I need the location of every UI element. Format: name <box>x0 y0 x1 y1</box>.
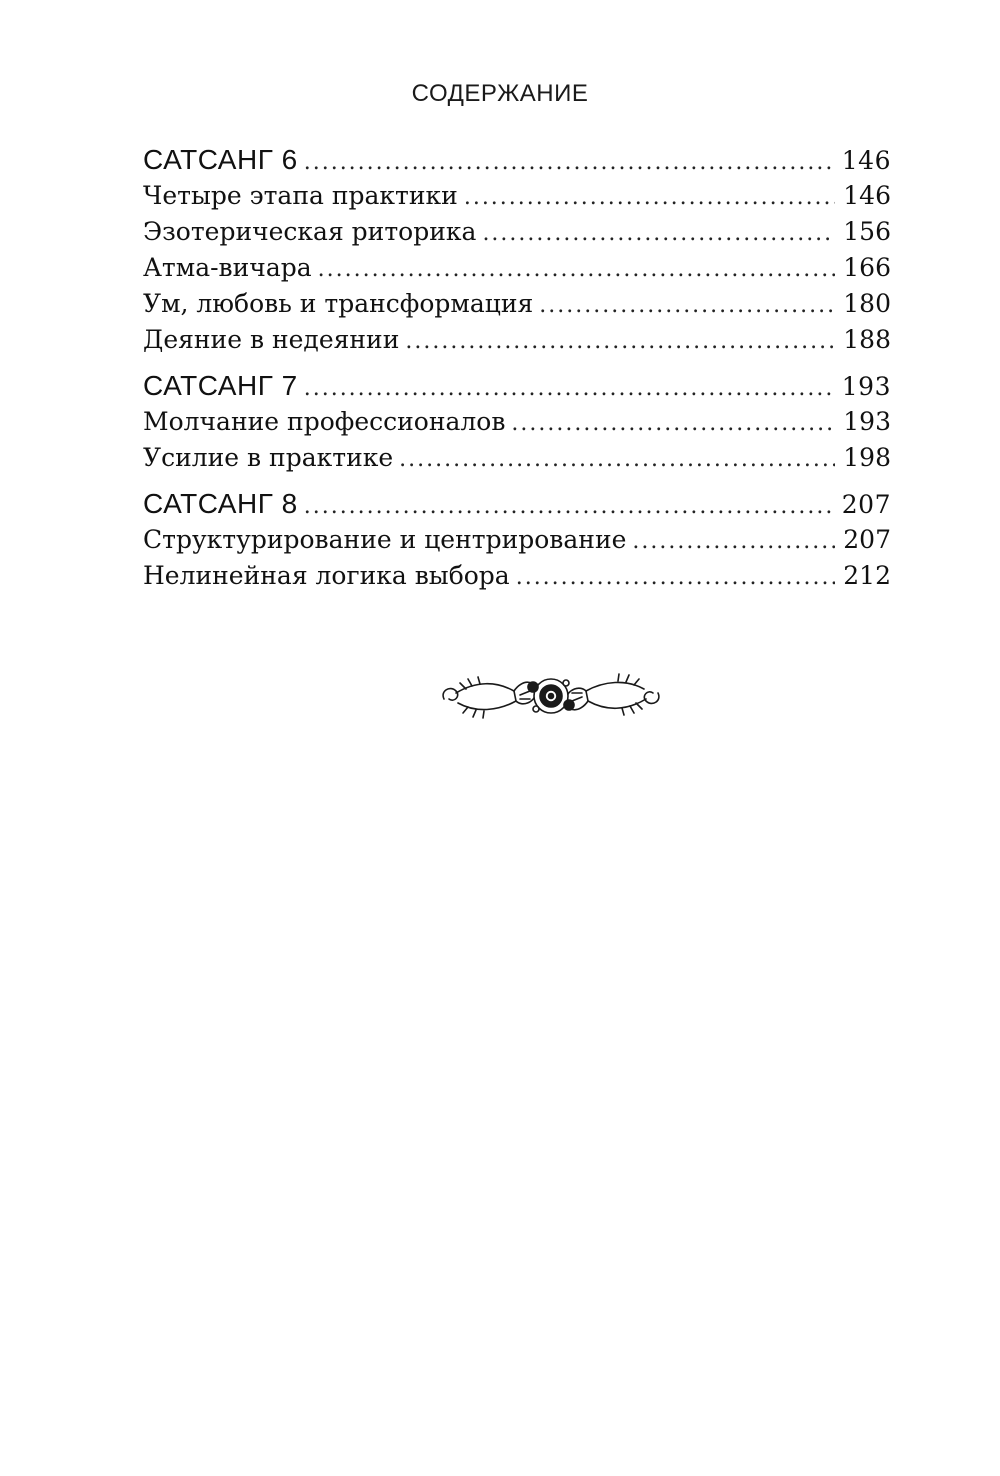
toc-item-row[interactable] <box>143 404 891 440</box>
toc-section-title: САТСАНГ 6 <box>143 144 298 175</box>
toc-item-title: Деяние в недеянии <box>143 325 400 354</box>
dot-leader <box>464 180 835 216</box>
dot-leader <box>511 406 835 442</box>
toc-item-title: Усилие в практике <box>143 443 394 472</box>
toc-item-title: Нелинейная логика выбора <box>143 561 510 590</box>
toc-item-row[interactable] <box>143 178 891 214</box>
toc-page-number: 207 <box>841 490 891 519</box>
dot-leader <box>516 560 836 596</box>
toc-item-row[interactable] <box>143 522 891 558</box>
toc-item-row[interactable] <box>143 440 891 476</box>
toc-item-row[interactable] <box>143 250 891 286</box>
toc-page-number: 212 <box>843 561 891 590</box>
toc-item-row[interactable] <box>143 286 891 322</box>
toc-section-row[interactable] <box>143 486 891 522</box>
toc-item-title: Ум, любовь и трансформация <box>143 289 534 318</box>
toc-item-row[interactable] <box>143 214 891 250</box>
toc-page-number: 193 <box>841 372 891 401</box>
dot-leader <box>482 216 835 252</box>
toc-item-title: Молчание профессионалов <box>143 407 506 436</box>
toc-page-number: 198 <box>843 443 891 472</box>
toc-item-row[interactable] <box>143 558 891 594</box>
toc-page-number: 207 <box>843 525 891 554</box>
dot-leader <box>399 442 835 478</box>
toc-item-title: Четыре этапа практики <box>143 181 458 210</box>
toc-page-number: 156 <box>843 217 891 246</box>
toc-section-row[interactable] <box>143 368 891 404</box>
toc-page-number: 146 <box>843 181 891 210</box>
toc-item-title: Эзотерическая риторика <box>143 217 477 246</box>
toc-item-title: Атма-вичара <box>143 253 312 282</box>
toc-page-number: 146 <box>841 146 891 175</box>
toc-page-number: 166 <box>843 253 891 282</box>
dot-leader <box>632 524 835 560</box>
toc-page-number: 180 <box>843 289 891 318</box>
dot-leader <box>304 145 834 181</box>
dot-leader <box>304 371 834 407</box>
dot-leader <box>539 288 835 324</box>
toc-item-title: Структурирование и центрирование <box>143 525 627 554</box>
toc-item-row[interactable] <box>143 322 891 358</box>
floral-ornament-icon <box>436 663 666 729</box>
toc-page-number: 193 <box>843 407 891 436</box>
toc-page-number: 188 <box>843 325 891 354</box>
toc-section-row[interactable] <box>143 142 891 178</box>
toc-section-title: САТСАНГ 7 <box>143 370 298 401</box>
dot-leader <box>318 252 836 288</box>
dot-leader <box>405 324 835 360</box>
dot-leader <box>304 489 834 525</box>
contents-heading: СОДЕРЖАНИЕ <box>411 80 589 107</box>
toc-section-title: САТСАНГ 8 <box>143 488 298 519</box>
table-of-contents <box>143 142 891 594</box>
